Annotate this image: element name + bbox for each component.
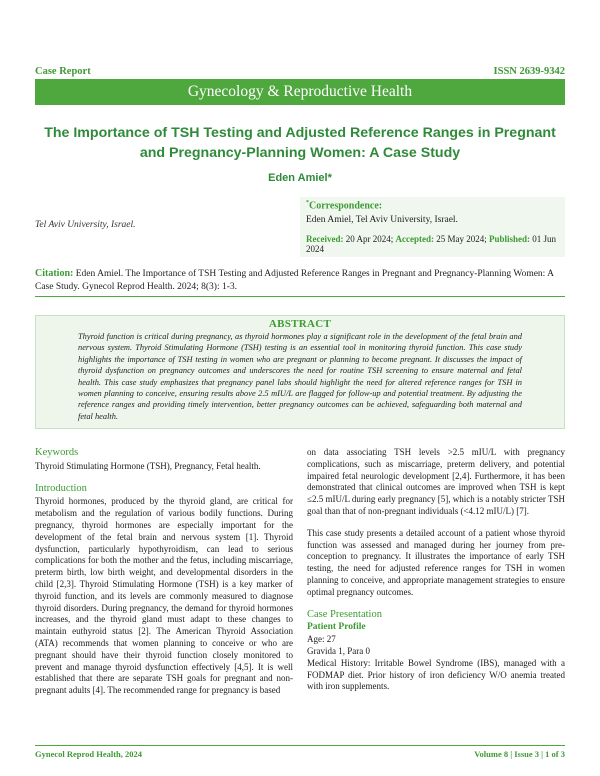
introduction-paragraph-2: This case study presents a detailed account of a patient whose thyroid function was assessed and managed during her journey from pre-conception to pregnancy. It illustrates the importance of early TSH testing, the need for adjusted reference ranges for TSH in women planning to conceive, and appropriate management strategies to ensure optimal pregnancy outcomes.	[307, 527, 565, 597]
introduction-paragraph-1: Thyroid hormones, produced by the thyroid gland, are critical for metabolism and the regulation of various bodily functions. During pregnancy, thyroid hormones are especially important for the development of the fetal brain and nervous system [1]. Thyroid dysfunction, particularly hypothyroidism, can lead to serious complications for both the mother and the fetus, including miscarriage, preterm birth, low birth weight, and developmental disorders in the child [2,3]. Thyroid Stimulating Hormone (TSH) is a key marker of thyroid function, and its levels are commonly measured to diagnose thyroid disorders. During pregnancy, the demand for thyroid hormones increases, and the thyroid gland must adapt to these changes to maintain euthyroid status [2]. The American Thyroid Association (ATA) recommends that women planning to conceive or who are pregnant should have their thyroid function closely monitored to prevent and manage thyroid dysfunction effectively [4,5]. It is well established that there are separate TSH goals for pregnant and non-pregnant adults [4]. The recommended range for pregnancy is based	[35, 496, 293, 696]
abstract-heading: ABSTRACT	[268, 318, 332, 330]
keywords-text: Thyroid Stimulating Hormone (TSH), Pregnancy, Fetal health.	[35, 460, 261, 471]
correspondence-label: Correspondence:	[309, 200, 383, 212]
abstract-box	[35, 315, 565, 429]
author-name: Eden Amiel*	[268, 172, 332, 184]
accepted-label: Accepted:	[395, 234, 434, 245]
footer-journal: Gynecol Reprod Health, 2024	[35, 749, 143, 759]
correspondence-box	[300, 197, 565, 257]
article-type: Case Report	[35, 66, 91, 77]
patient-profile-heading: Patient Profile	[307, 622, 366, 633]
citation	[35, 267, 565, 297]
published-label: Published:	[488, 234, 530, 245]
issn: ISSN 2639-9342	[493, 66, 565, 77]
page-footer	[35, 745, 565, 759]
patient-gravida: Gravida 1, Para 0	[307, 645, 370, 656]
article-dates	[306, 234, 559, 254]
received-label: Received:	[306, 234, 344, 245]
keywords-heading: Keywords	[35, 447, 79, 458]
top-header-row	[35, 66, 565, 78]
citation-text: Eden Amiel. The Importance of TSH Testing and Adjusted Reference Ranges in Pregnant and Pregnancy-Planning Women: A Case Study. Gynecol Reprod Health. 2024; 8(3): 1-3.	[35, 269, 554, 292]
introduction-heading: Introduction	[35, 482, 87, 494]
journal-banner: Gynecology & Reproductive Health	[35, 79, 565, 105]
patient-age: Age: 27	[307, 634, 336, 645]
received-date: 20 Apr 2024;	[345, 234, 394, 245]
article-title: The Importance of TSH Testing and Adjusted Reference Ranges in Pregnant and Pregnancy-Planning Women: A Case Study	[44, 125, 556, 161]
left-column	[35, 447, 293, 707]
accepted-date: 25 May 2024;	[436, 234, 487, 245]
abstract-text: Thyroid function is critical during pregnancy, as thyroid hormones play a significant role in the development of the fetal brain and nervous system. Thyroid Stimulating Hormone (TSH) testing is an essential tool in monitoring thyroid function. This case study highlights the importance of TSH testing in women who are pregnant or planning to become pregnant. It discusses the impact of thyroid dysfunction on pregnancy outcomes and underscores the need for routine TSH screening to ensure maternal and fetal health. This case study emphasizes that pregnancy panel labs should highlight the need for altered reference ranges for TSH in women planning to conceive, ensuring results above 2.5 mIU/L are flagged for follow-up and potential treatment. By adjusting the reference ranges and providing timely intervention, better pregnancy outcomes can be achieved, safeguarding both maternal and fetal health.	[78, 332, 522, 421]
right-column	[307, 447, 565, 693]
correspondence-text: Eden Amiel, Tel Aviv University, Israel.	[306, 215, 458, 226]
citation-label: Citation:	[35, 268, 74, 279]
introduction-paragraph-1-continued: on data associating TSH levels >2.5 mIU/L with pregnancy complications, such as miscarriage, preterm delivery, and potential impaired fetal neurologic development [2,4]. Furthermore, it has been demonstrated that clinical outcomes are improved when TSH is kept ≤2.5 mIU/L during early pregnancy [5], which is a notably stricter TSH goal than that of non-pregnant individuals (<4.12 mIU/L) [7].	[307, 447, 565, 516]
footer-volume: Volume 8 | Issue 3 | 1 of 3	[474, 749, 565, 759]
correspondence-mark: *	[306, 200, 309, 206]
case-presentation-heading: Case Presentation	[307, 608, 382, 620]
affiliation: Tel Aviv University, Israel.	[35, 220, 136, 230]
published-date: 01 Jun 2024	[306, 234, 557, 255]
correspondence-heading	[306, 200, 559, 211]
medical-history: Medical History: Irritable Bowel Syndrome (IBS), managed with a FODMAP diet. Prior history of iron deficiency W/O anemia treated with iron supplements.	[307, 657, 565, 692]
